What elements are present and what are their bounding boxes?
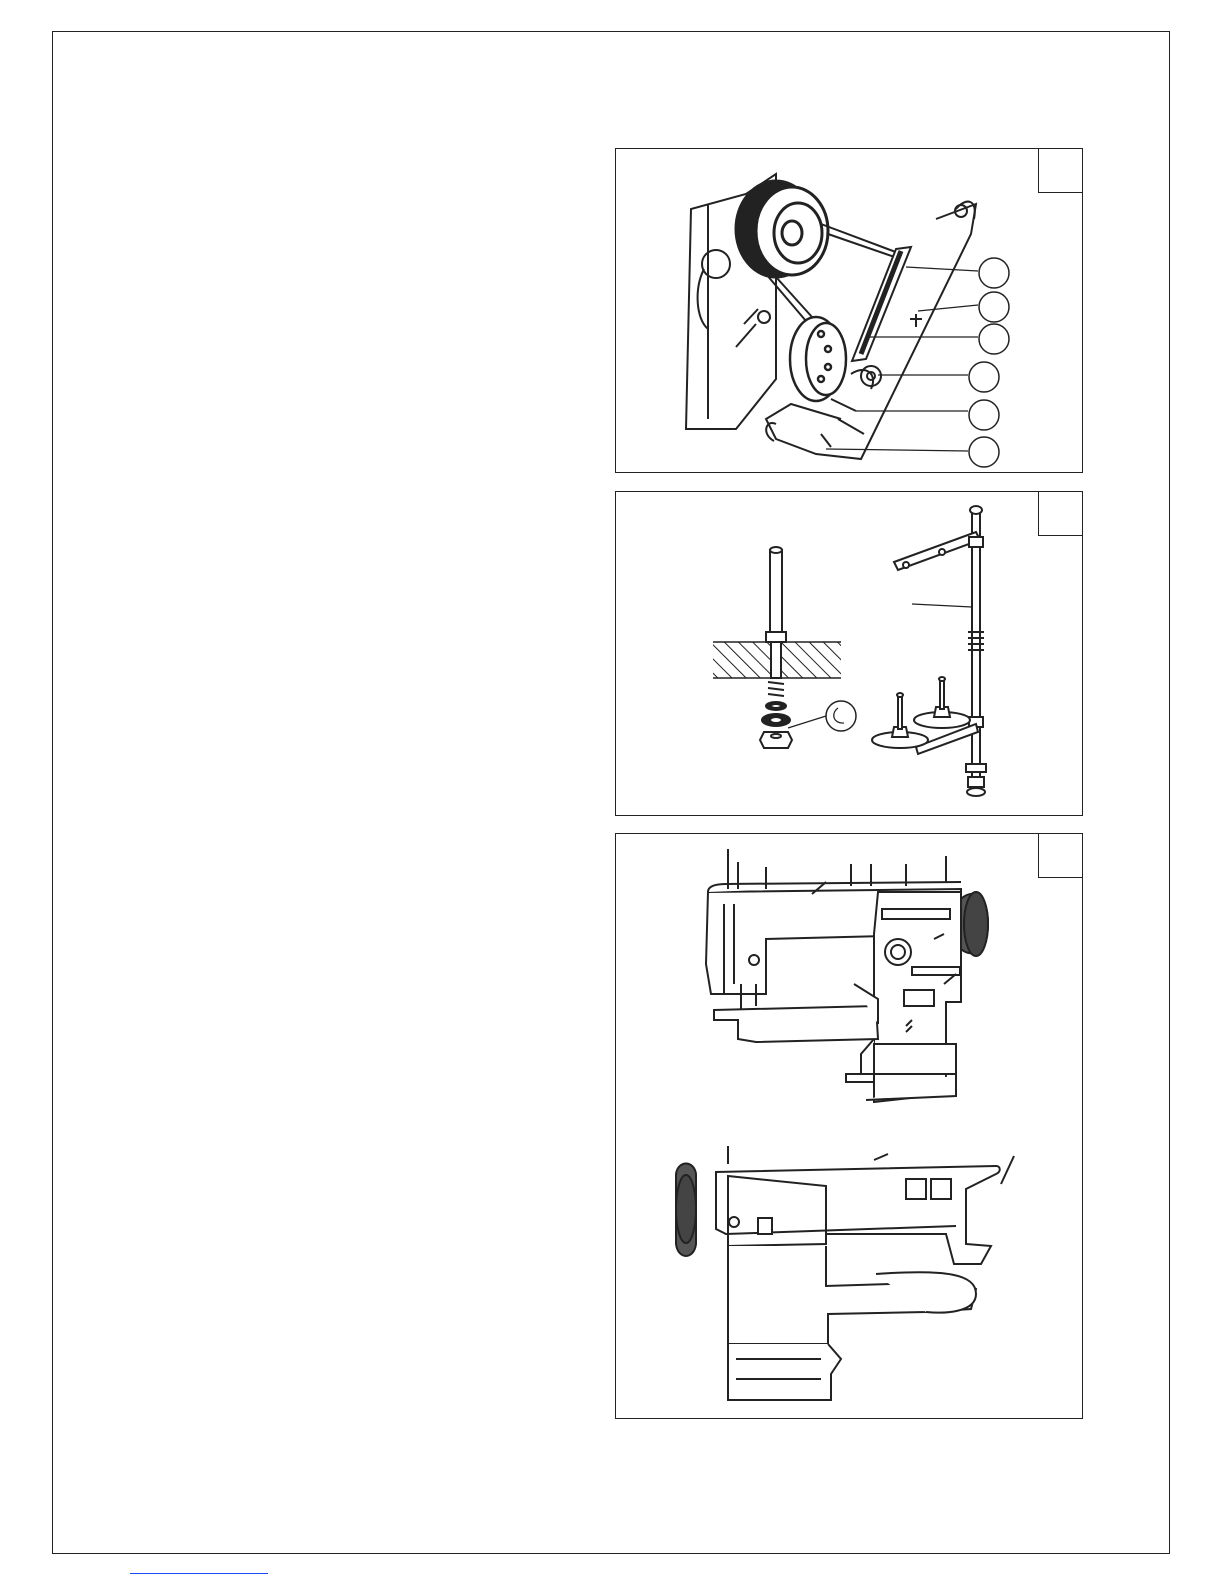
figure-machine-head xyxy=(615,833,1083,1419)
figure-thread-stand xyxy=(615,491,1083,816)
callout-circle xyxy=(979,292,1009,322)
callout-circle xyxy=(979,324,1009,354)
footer-link-underline[interactable] xyxy=(130,1573,268,1574)
machine-head-drawing xyxy=(616,834,1084,1420)
machine-front-view xyxy=(706,849,988,1102)
callout-circle xyxy=(826,701,856,731)
callout-circle xyxy=(969,400,999,430)
thread-stand-drawing xyxy=(616,492,1084,817)
callout-circle xyxy=(979,258,1009,288)
figure-belt-pulley xyxy=(615,148,1083,473)
callout-circle xyxy=(969,362,999,392)
callout-circle xyxy=(969,437,999,467)
machine-back-view xyxy=(676,1146,1014,1400)
belt-pulley-drawing xyxy=(616,149,1084,474)
